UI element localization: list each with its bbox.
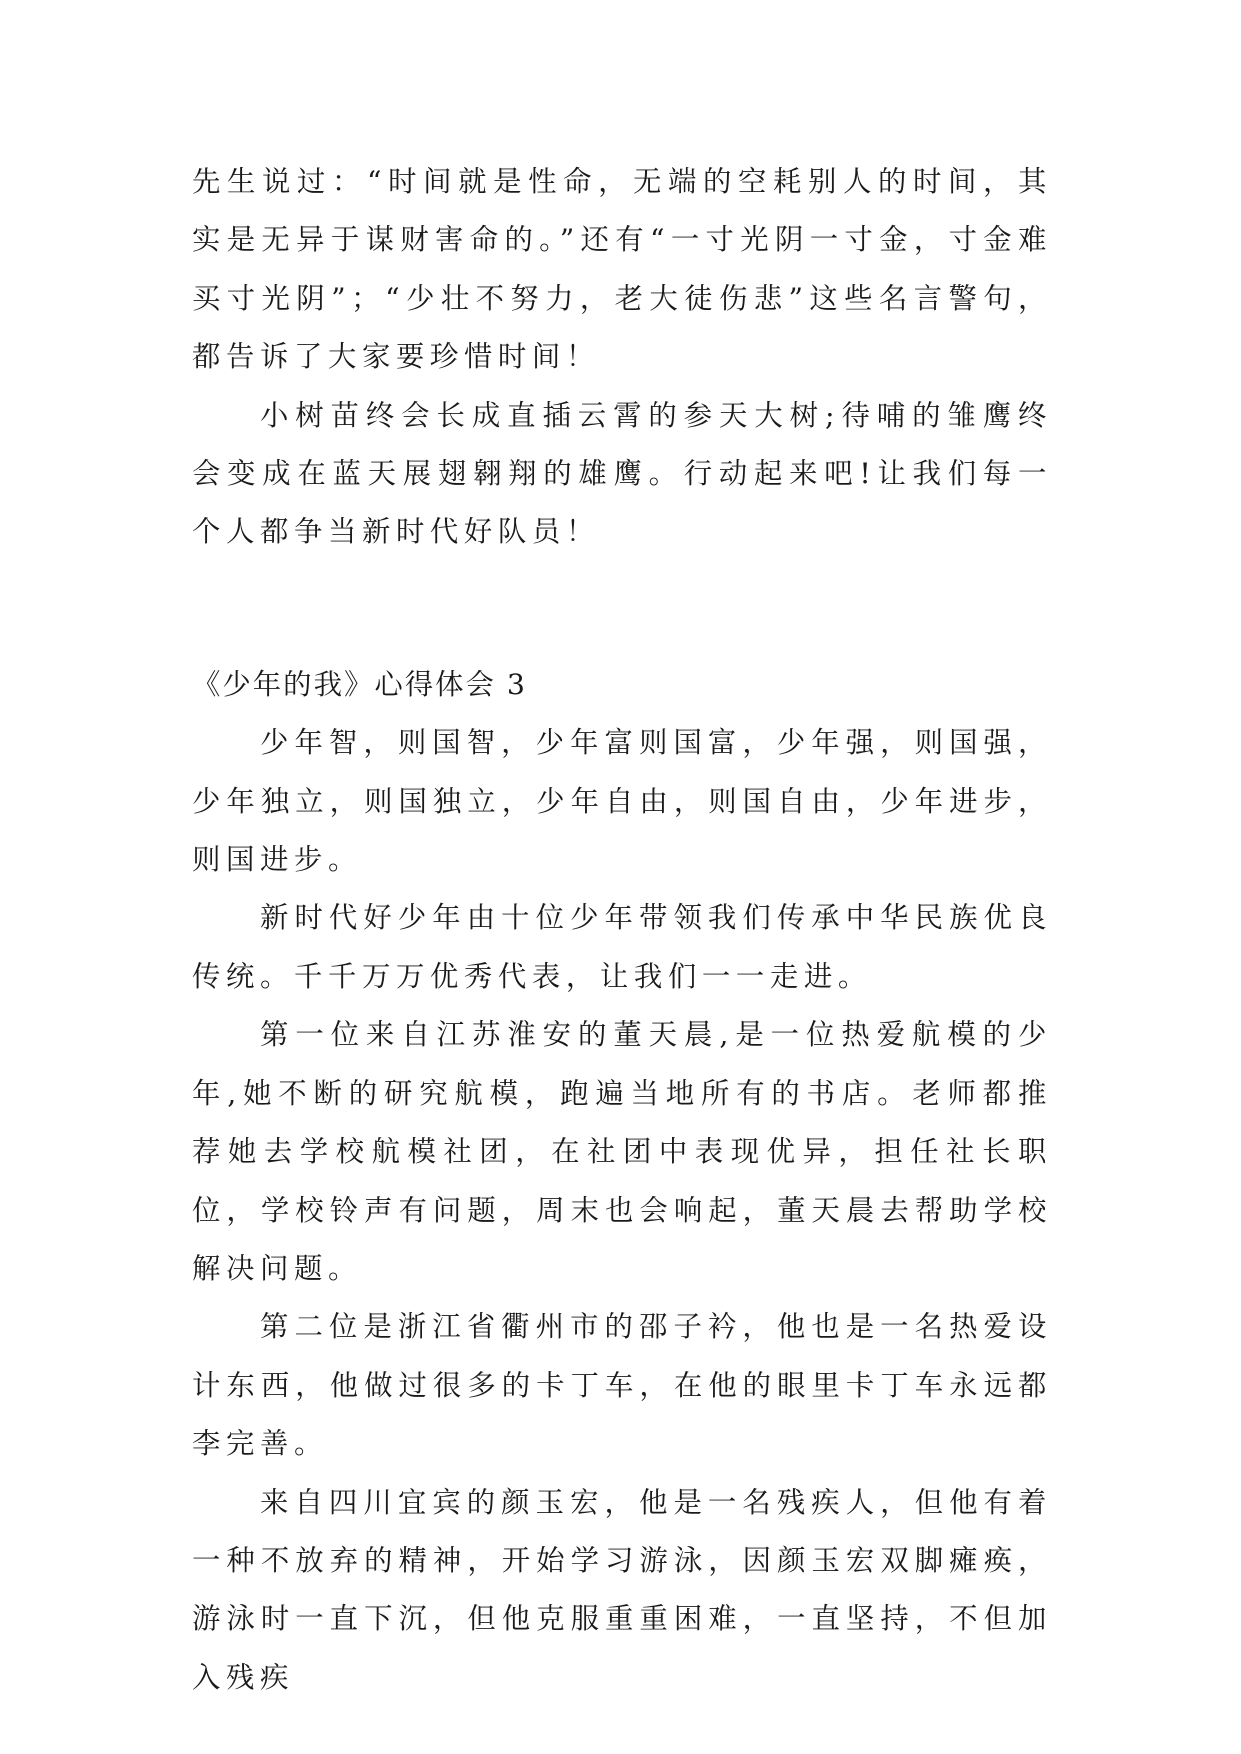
paragraph-third-youth: 来自四川宜宾的颜玉宏，他是一名残疾人，但他有着一种不放弃的精神，开始学习游泳，因颜玉宏双脚瘫痪，游泳时一直下沉，但他克服重重困难，一直坚持，不但加入残疾: [192, 1485, 1052, 1694]
paragraph-quotes-on-time: 先生说过：“时间就是性命，无端的空耗别人的时间，其实是无异于谋财害命的。”还有“一寸光阴一寸金，寸金难买寸光阴”；“少壮不努力，老大徒伤悲”这些名言警句，都告诉了大家要珍惜时间！: [192, 165, 1052, 374]
paragraph-introduction: 新时代好少年由十位少年带领我们传承中华民族优良传统。千千万万优秀代表，让我们一一走进。: [192, 901, 1052, 993]
paragraph-call-to-action: 小树苗终会长成直插云霄的参天大树;待哺的雏鹰终会变成在蓝天展翅翱翔的雄鹰。行动起来吧!让我们每一个人都争当新时代好队员！: [192, 398, 1052, 549]
paragraph-second-youth: 第二位是浙江省衢州市的邵子衿，他也是一名热爱设计东西，他做过很多的卡丁车，在他的眼里卡丁车永远都李完善。: [192, 1310, 1052, 1461]
document-body: [192, 153, 1052, 1707]
section-heading: 《少年的我》心得体会 3: [192, 667, 527, 701]
paragraph-first-youth: 第一位来自江苏淮安的董天晨,是一位热爱航模的少年,她不断的研究航模，跑遍当地所有的书店。老师都推荐她去学校航模社团，在社团中表现优异，担任社长职位，学校铃声有问题，周末也会响起，董天晨去帮助学校解决问题。: [192, 1018, 1052, 1285]
section-spacer: [192, 562, 1052, 656]
paragraph-shaonian-zhi: 少年智，则国智，少年富则国富，少年强，则国强，少年独立，则国独立，少年自由，则国自由，少年进步，则国进步。: [192, 726, 1052, 877]
